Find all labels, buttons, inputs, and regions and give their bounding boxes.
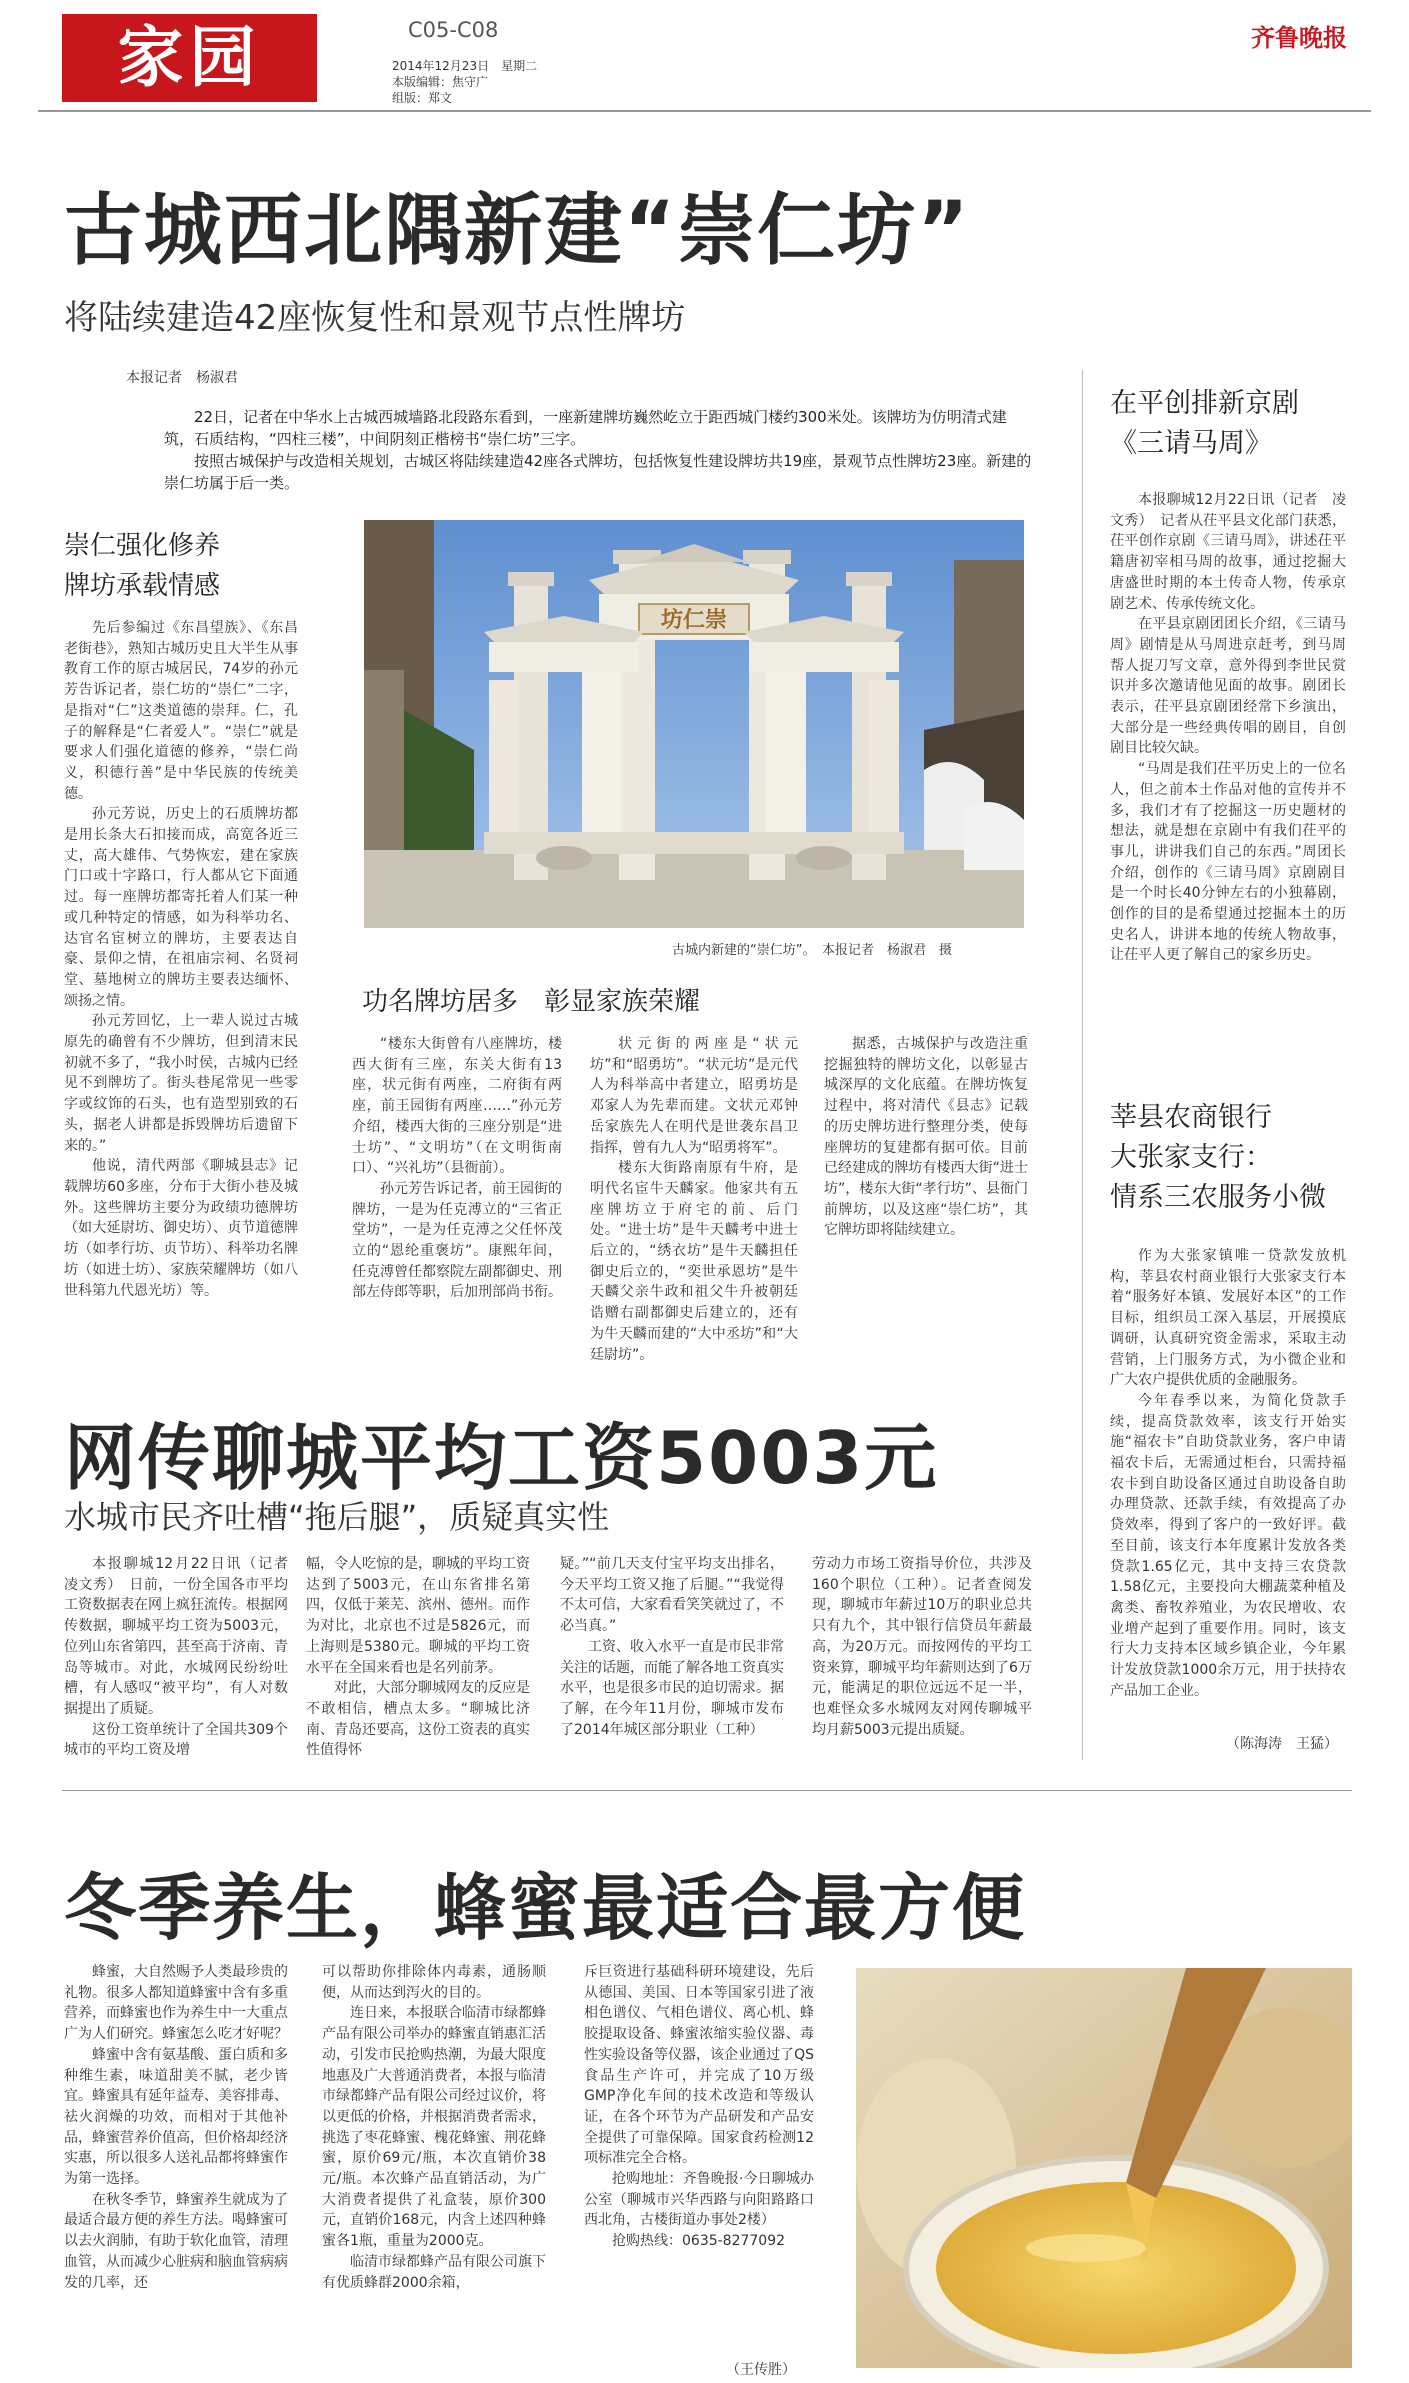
paragraph: 蜂蜜中含有氨基酸、蛋白质和多种维生素，味道甜美不腻，老少皆宜。蜂蜜具有延年益寿、美容排毒、祛火润燥的功效，而相对于其他补品，蜂蜜营养价值高，但价格却经济实惠，所以很多人送礼品都将蜂蜜作为第一选择。	[64, 2046, 288, 2188]
paragraph: 他说，清代两部《聊城县志》记载牌坊60多座，分布于大街小巷及城外。这些牌坊主要分为政绩功德牌坊（如大延尉坊、御史坊）、贞节道德牌坊（如孝行坊、贞节坊）、科举功名牌坊（如进士坊）、家族荣耀牌坊（如八世科第九代恩光坊）等。	[64, 1158, 298, 1299]
paragraph: 斥巨资进行基础科研环境建设，先后从德国、美国、日本等国家引进了液相色谱仪、气相色谱仪、离心机、蜂胶提取设备、蜂蜜浓缩实验仪器、毒性实验设备等仪器，该企业通过了QS食品生产许可，并完成了10万级GMP净化车间的技术改造和等级认证，在各个环节为产品研发和产品安全提供了可靠保障。国家食药检测12项标准完全合格。	[584, 1964, 814, 2167]
col-honey-1	[64, 1962, 288, 2293]
paragraph: 孙元芳说，历史上的石质牌坊都是用长条大石扣接而成，高宽各近三丈，高大雄伟、气势恢宏，建在家族门口或十字路口，行人都从它下面通过。每一座牌坊都寄托着人们某一种或几种特定的情感，如为科举功名、达官名宦树立的牌坊，主要表达自豪、景仰之情，在祖庙宗祠、名贤祠堂、墓地树立的牌坊主要表达缅怀、颂扬之情。	[64, 806, 298, 1009]
headline-honey: 冬季养生，蜂蜜最适合最方便	[64, 1866, 1027, 1950]
gate-plaque-text: 坊仁崇	[660, 607, 728, 633]
subheadline-chongren: 将陆续建造42座恢复性和景观节点性牌坊	[64, 298, 686, 338]
paragraph: 作为大张家镇唯一贷款发放机构，莘县农村商业银行大张家支行本着“服务好本镇、发展好本区”的工作目标，组织员工深入基层，开展摸底调研，认真研究资金需求，采取主动营销，上门服务方式，为小微企业和广大农户提供优质的金融服务。	[1110, 1248, 1346, 1389]
sidebar1-title	[1110, 384, 1299, 464]
paragraph: 劳动力市场工资指导价位，共涉及160个职位（工种）。记者查阅发现，聊城市年薪过10万的职业总共只有九个，其中银行信贷员年薪最高，为20万元。而按网传的平均工资来算，聊城平均年薪则达到了6万元，能满足的职位远远不足一半，也难怪众多水城网友对网传聊城平均月薪5003元提出质疑。	[812, 1556, 1032, 1738]
col-chongren-4	[824, 1034, 1028, 1241]
editor-credit: 本版编辑：焦守广	[392, 75, 489, 89]
sidebar2-title-line1: 莘县农商银行	[1110, 1102, 1272, 1133]
paragraph: 状元街的两座是“状元坊”和“昭勇坊”。“状元坊”是元代人为科举高中者建立，昭勇坊是邓家人为先辈而建。文状元邓钟岳家族先人在明代是世袭东昌卫指挥，曾有九人为“昭勇将军”。	[590, 1036, 798, 1156]
paragraph: 这份工资单统计了全国共309个城市的平均工资及增	[64, 1721, 288, 1759]
paragraph: 本报聊城12月22日讯（记者 凌文秀） 记者从茌平县文化部门获悉，茌平创作京剧《三请马周》，讲述茌平籍唐初宰相马周的故事，通过挖掘大唐盛世时期的本土传奇人物，传承京剧艺术、传承传统文化。	[1110, 492, 1346, 612]
sidebar1-body	[1110, 490, 1346, 966]
issue-date: 2014年12月23日 星期二	[392, 59, 538, 73]
photo-honey	[856, 1968, 1352, 2368]
gate-illustration	[364, 520, 1024, 928]
paragraph: 在平县京剧团团长介绍，《三请马周》剧情是从马周进京赶考，到马周帮人捉刀写文章，意外得到李世民赏识并多次邀请他见面的故事。剧团长表示，茌平县京剧团经常下乡演出，大部分是一些经典传唱的剧目，自创剧目比较欠缺。	[1110, 616, 1346, 757]
photo-caption: 古城内新建的“崇仁坊”。 本报记者 杨淑君 摄	[672, 943, 952, 958]
paragraph: 本报聊城12月22日讯（记者 凌文秀） 日前，一份全国各市平均工资数据表在网上疯狂流传。根据网传数据，聊城平均工资为5003元，位列山东省第四，甚至高于济南、青岛等城市。对此，水城网民纷纷吐槽，有人感叹“被平均”，有人对数据提出了质疑。	[64, 1556, 302, 1717]
layout-credit: 组版：郑文	[392, 91, 453, 105]
col-chongren-2	[352, 1034, 562, 1303]
section-head-2: 功名牌坊居多 彰显家族荣耀	[362, 987, 701, 1017]
col-salary-2	[306, 1554, 530, 1761]
photo-chongren-gate	[364, 520, 1024, 928]
sidebar2-author: （陈海涛 王猛）	[1226, 1736, 1338, 1752]
col-chongren-1	[64, 618, 298, 1301]
paragraph: 据悉，古城保护与改造注重挖掘独特的牌坊文化，以彰显古城深厚的文化底蕴。在牌坊恢复过程中，将对清代《县志》记载的历史牌坊进行整理分类，使每座牌坊的复建都有据可依。目前已经建成的牌坊有楼西大街“进士坊”，楼东大街“孝行坊”、县衙门前牌坊，以及这座“崇仁坊”，其它牌坊即将陆续建立。	[824, 1036, 1028, 1239]
lead-p1: 22日，记者在中华水上古城西城墙路北段路东看到，一座新建牌坊巍然屹立于距西城门楼约300米处。该牌坊为仿明清式建筑，石质结构，“四柱三楼”，中间阴刻正楷榜书“崇仁坊”三字。	[164, 408, 1007, 448]
sidebar1-title-line1: 在平创排新京剧	[1110, 388, 1299, 419]
section-head-1	[64, 526, 269, 606]
paragraph: “楼东大街曾有八座牌坊，楼西大街有三座，东关大街有13座，状元街有两座，二府街有两座，前王园街有两座……”孙元芳介绍，楼西大街的三座分别是“进士坊”、“文明坊”（在文明街南口）、“兴礼坊”（县衙前）。	[352, 1036, 562, 1177]
paragraph: 抢购地址：齐鲁晚报·今日聊城办公室（聊城市兴华西路与向阳路路口西北角，古楼街道办事处2楼）	[584, 2171, 814, 2229]
col-salary-1	[64, 1554, 302, 1761]
sidebar2-title	[1110, 1098, 1326, 1218]
sidebar2-body	[1110, 1246, 1346, 1701]
lead-p2: 按照古城保护与改造相关规划，古城区将陆续建造42座各式牌坊，包括恢复性建设牌坊共19座，景观节点性牌坊23座。新建的崇仁坊属于后一类。	[164, 452, 1032, 492]
paragraph: 临清市绿都蜂产品有限公司旗下有优质蜂群2000余箱，	[322, 2253, 546, 2291]
page-range: C05-C08	[408, 18, 499, 42]
paragraph: 连日来，本报联合临清市绿都蜂产品有限公司举办的蜂蜜直销惠汇活动，引发市民抢购热潮，为最大限度地惠及广大普通消费者，本报与临清市绿都蜂产品有限公司经过议价，将以更低的价格，并根据消费者需求，挑选了枣花蜂蜜、槐花蜂蜜、荆花蜂蜜，原价69元/瓶，本次直销价38元/瓶。本次蜂产品直销活动，为广大消费者提供了礼盒装，原价300元，直销价168元，内含上述四种蜂蜜各1瓶，重量为2000克。	[322, 2005, 546, 2250]
section-logo: 家园	[62, 14, 317, 102]
col-salary-4	[812, 1554, 1032, 1740]
lead-paragraph	[164, 406, 1036, 494]
col-honey-2	[322, 1962, 546, 2293]
paragraph: 抢购热线：0635-8277092	[612, 2233, 786, 2250]
paragraph: 可以帮助你排除体内毒素，通肠顺便，从而达到泻火的目的。	[322, 1964, 546, 2001]
sidebar1-title-line2: 《三请马周》	[1110, 428, 1272, 459]
col-salary-3	[560, 1554, 784, 1740]
paragraph: 在秋冬季节，蜂蜜养生就成为了最适合最方便的养生方法。喝蜂蜜可以去火润肺，有助于软化血管，清理血管，从而减少心脏病和脑血管病病发的几率，还	[64, 2191, 288, 2291]
column-divider	[1082, 370, 1083, 1760]
paragraph: 先后参编过《东昌望族》、《东昌老街巷》，熟知古城历史且大半生从事教育工作的原古城居民，74岁的孙元芳告诉记者，崇仁坊的“崇仁”二字，是指对“仁”这类道德的崇拜。仁，孔子的解释是“仁者爱人”。“崇仁”就是要求人们强化道德的修养，“崇仁尚义，积德行善”是中华民族的传统美德。	[64, 620, 298, 802]
paragraph: 孙元芳回忆，上一辈人说过古城原先的确曾有不少牌坊，但到清末民初就不多了，“我小时侯，古城内已经见不到牌坊了。街头巷尾常见一些零字或纹饰的石头，也有造型别致的石头，据老人讲都是拆毁牌坊后遗留下来的。”	[64, 1013, 298, 1154]
paragraph: 幅，令人吃惊的是，聊城的平均工资达到了5003元，在山东省排名第四，仅低于莱芜、滨州、德州。而作为对比，北京也不过是5826元，而上海则是5380元。聊城的平均工资水平在全国来看也是名列前茅。	[306, 1556, 530, 1676]
paragraph: 工资、收入水平一直是市民非常关注的话题，而能了解各地工资真实水平，也是很多市民的迫切需求。据了解，在今年11月份，聊城市发布了2014年城区部分职业（工种）	[560, 1638, 784, 1738]
paragraph: 蜂蜜，大自然赐予人类最珍贵的礼物。很多人都知道蜂蜜中含有多重营养，而蜂蜜也作为养生中一大重点广为人们研究。蜂蜜怎么吃才好呢？	[64, 1964, 288, 2043]
honey-illustration	[856, 1968, 1352, 2368]
newspaper-brand: 齐鲁晚报	[1251, 23, 1347, 52]
section-head-1-line1: 崇仁强化修养	[64, 531, 221, 561]
paragraph: 孙元芳告诉记者，前王园街的牌坊，一是为任克溥立的“三省正堂坊”，一是为任克溥之父任怀茂立的“恩纶重褒坊”。康熙年间，任克溥曾任都察院左副都御史、刑部左侍郎等职，后加刑部尚书衔。	[352, 1180, 562, 1301]
paragraph: 今年春季以来，为简化贷款手续，提高贷款效率，该支行开始实施“福农卡”自助贷款业务，客户申请福农卡后，无需通过柜台，只需持福农卡到自助设备区通过自助设备自助办理贷款、还款手续，有效提高了办贷效率，得到了客户的一致好评。截至目前，该支行本年度累计发放各类贷款1.65亿元，其中支持三农贷款1.58亿元，主要投向大棚蔬菜种植及禽类、畜牧养殖业，为农民增收、农业增产起到了重要作用。同时，该支行大力支持本区域乡镇企业，今年累计发放贷款1000余万元，用于扶持农产品加工企业。	[1110, 1392, 1346, 1699]
edition-meta	[392, 58, 537, 106]
byline-chongren: 本报记者 杨淑君	[126, 370, 238, 386]
sidebar2-title-line2: 大张家支行：	[1110, 1142, 1272, 1173]
col-chongren-3	[590, 1034, 798, 1365]
section-head-1-line2: 牌坊承载情感	[64, 571, 221, 601]
masthead-rule	[38, 110, 1371, 112]
paragraph: 楼东大街路南原有牛府，是明代名宦牛天麟家。他家共有五座牌坊立于府宅的前、后门处。“进士坊”是牛天麟考中进士后立的，“绣衣坊”是牛天麟担任御史后立的，“奕世承恩坊”是牛天麟父亲牛政和祖父牛升被朝廷诰赠右副都御史后建立的，还有为牛天麟而建的“大中丞坊”和“大廷尉坊”。	[590, 1160, 798, 1363]
headline-chongren: 古城西北隅新建“崇仁坊”	[64, 186, 971, 276]
sidebar2-title-line3: 情系三农服务小微	[1110, 1182, 1326, 1213]
subheadline-salary: 水城市民齐吐槽“拖后腿”，质疑真实性	[64, 1498, 610, 1536]
col-honey-3	[584, 1962, 814, 2252]
headline-salary: 网传聊城平均工资5003元	[64, 1416, 939, 1500]
paragraph: “马周是我们茌平历史上的一位名人，但之前本土作品对他的宣传并不多，我们才有了挖掘这一历史题材的想法，就是想在京剧中有我们茌平的事儿，讲讲我们自己的东西。”周团长介绍，创作的《三请马周》京剧剧目是一个时长40分钟左右的小独幕剧，创作的目的是希望通过挖掘本土的历史名人，讲讲本地的传统人物故事，让茌平人更了解自己的家乡历史。	[1110, 761, 1346, 964]
honey-author: （王传胜）	[726, 2362, 796, 2378]
section-rule	[62, 1790, 1352, 1791]
paragraph: 疑。”“前几天支付宝平均支出排名，今天平均工资又拖了后腿。”“我觉得不太可信，大家看看笑笑就过了，不必当真。”	[560, 1556, 784, 1635]
paragraph: 对此，大部分聊城网友的反应是不敢相信，槽点太多。“聊城比济南、青岛还要高，这份工资表的真实性值得怀	[306, 1680, 530, 1759]
